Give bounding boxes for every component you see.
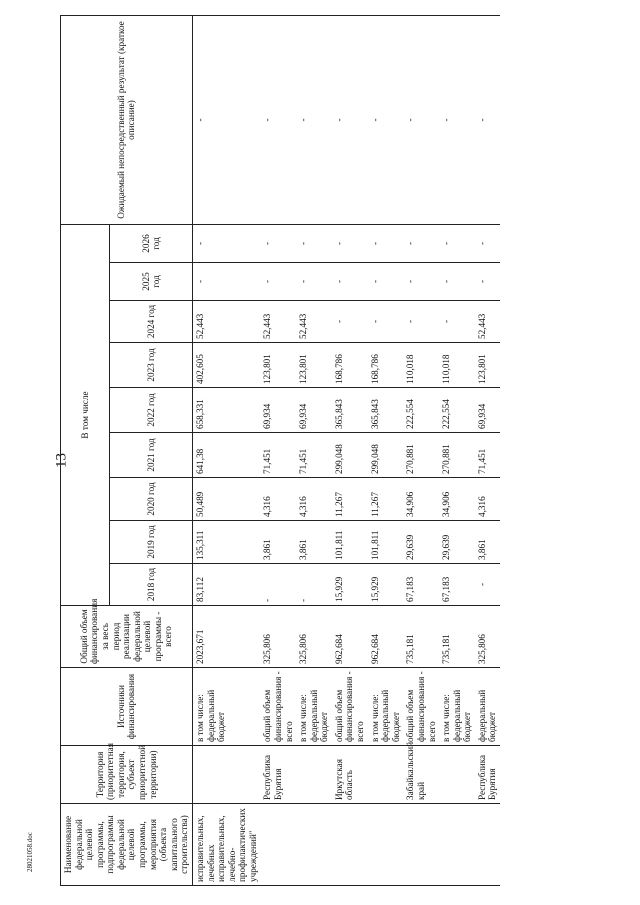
header-name: Наименование федеральной целевой программы, подпрограммы федеральной целевой программы, мероприятия (объекта капитального строительства) — [61, 804, 193, 886]
cell-year-value: 135,311 — [192, 521, 260, 564]
cell-year-value: - — [296, 564, 332, 606]
cell-year-value: 3,861 — [260, 521, 296, 564]
cell-year-value: 69,934 — [260, 388, 296, 433]
cell-year-value: - — [475, 225, 500, 263]
cell-year-value: 101,811 — [332, 521, 368, 564]
header-group-including: В том числе — [61, 225, 110, 606]
cell-year-value: - — [403, 225, 439, 263]
cell-year-value: - — [439, 225, 475, 263]
table-row — [296, 16, 332, 886]
cell-result: - — [439, 16, 475, 225]
page-number: 13 — [53, 453, 70, 468]
cell-name — [475, 804, 500, 886]
cell-year-value: 299,048 — [332, 433, 368, 478]
cell-name — [296, 804, 332, 886]
cell-source: общий объем финансирования - всего — [332, 668, 368, 746]
header-year: 2026 год — [110, 225, 193, 263]
cell-total: 735,181 — [403, 606, 439, 668]
cell-territory — [439, 746, 475, 804]
cell-source: общий объем финансирования - всего — [260, 668, 296, 746]
cell-year-value: - — [332, 225, 368, 263]
cell-year-value: - — [439, 301, 475, 343]
cell-year-value: 52,443 — [192, 301, 260, 343]
cell-territory — [368, 746, 404, 804]
header-row-1 — [61, 16, 110, 886]
cell-year-value: 222,554 — [403, 388, 439, 433]
cell-year-value: 71,451 — [296, 433, 332, 478]
cell-total: 325,806 — [475, 606, 500, 668]
cell-year-value: - — [368, 263, 404, 301]
cell-territory: Республика Бурятия — [260, 746, 296, 804]
cell-total: 962,684 — [332, 606, 368, 668]
cell-year-value: 29,639 — [403, 521, 439, 564]
cell-year-value: - — [260, 564, 296, 606]
table-row — [439, 16, 475, 886]
cell-name — [332, 804, 368, 886]
cell-year-value: 15,929 — [368, 564, 404, 606]
cell-year-value: 222,554 — [439, 388, 475, 433]
cell-year-value: - — [296, 225, 332, 263]
table-row — [403, 16, 439, 886]
cell-year-value: 641,38 — [192, 433, 260, 478]
cell-year-value: - — [475, 263, 500, 301]
cell-name — [403, 804, 439, 886]
cell-year-value: - — [403, 301, 439, 343]
cell-year-value: 101,811 — [368, 521, 404, 564]
header-year: 2023 год — [110, 343, 193, 388]
cell-year-value: - — [439, 263, 475, 301]
cell-total: 325,806 — [260, 606, 296, 668]
cell-total: 325,806 — [296, 606, 332, 668]
cell-year-value: 168,786 — [368, 343, 404, 388]
cell-name: исправительных, лечебных исправительных, лечебно-профилактических учреждений" — [192, 804, 260, 886]
table-row — [192, 16, 260, 886]
cell-year-value: 658,331 — [192, 388, 260, 433]
cell-source: федеральный бюджет — [475, 668, 500, 746]
cell-year-value: 123,801 — [260, 343, 296, 388]
cell-year-value: 3,861 — [475, 521, 500, 564]
cell-year-value: - — [260, 225, 296, 263]
header-year: 2022 год — [110, 388, 193, 433]
cell-year-value: 50,489 — [192, 478, 260, 521]
cell-year-value: - — [403, 263, 439, 301]
cell-territory — [296, 746, 332, 804]
header-year: 2018 год — [110, 564, 193, 606]
cell-result: - — [332, 16, 368, 225]
cell-year-value: 69,934 — [475, 388, 500, 433]
header-total: Общий объем финансирования за весь период реализации федеральной целевой программы - всего — [61, 606, 193, 668]
cell-name — [368, 804, 404, 886]
cell-year-value: 29,639 — [439, 521, 475, 564]
cell-year-value: 270,881 — [439, 433, 475, 478]
cell-year-value: 11,267 — [368, 478, 404, 521]
cell-year-value: 299,048 — [368, 433, 404, 478]
cell-source: в том числе: федеральный бюджет — [296, 668, 332, 746]
header-year: 2025 год — [110, 263, 193, 301]
cell-year-value: 123,801 — [475, 343, 500, 388]
cell-result: - — [192, 16, 260, 225]
cell-source: общий объем финансирования - всего — [403, 668, 439, 746]
cell-total: 735,181 — [439, 606, 475, 668]
table-row — [332, 16, 368, 886]
cell-year-value: 365,843 — [332, 388, 368, 433]
cell-year-value: 52,443 — [260, 301, 296, 343]
cell-territory: Иркутская область — [332, 746, 368, 804]
cell-name — [439, 804, 475, 886]
cell-year-value: - — [332, 301, 368, 343]
cell-source: в том числе: федеральный бюджет — [368, 668, 404, 746]
cell-result: - — [403, 16, 439, 225]
header-year: 2024 год — [110, 301, 193, 343]
cell-year-value: 3,861 — [296, 521, 332, 564]
header-result: Ожидаемый непосредственный результат (краткое описание) — [61, 16, 193, 225]
cell-year-value: 52,443 — [296, 301, 332, 343]
cell-territory — [192, 746, 260, 804]
cell-year-value: - — [368, 301, 404, 343]
header-territory: Территория (приоритетная территория, субъект приоритетной территории) — [61, 746, 193, 804]
header-year: 2019 год — [110, 521, 193, 564]
cell-total: 2023,671 — [192, 606, 260, 668]
cell-year-value: - — [296, 263, 332, 301]
cell-year-value: 67,183 — [439, 564, 475, 606]
cell-result: - — [368, 16, 404, 225]
cell-year-value: 83,112 — [192, 564, 260, 606]
financing-table — [60, 15, 500, 886]
cell-result: - — [296, 16, 332, 225]
cell-year-value: 4,316 — [260, 478, 296, 521]
document-code: 28021058.doc — [26, 832, 34, 872]
cell-year-value: - — [332, 263, 368, 301]
cell-territory: Забайкальский край — [403, 746, 439, 804]
cell-name — [260, 804, 296, 886]
cell-year-value: 4,316 — [296, 478, 332, 521]
cell-year-value: 123,801 — [296, 343, 332, 388]
cell-result: - — [475, 16, 500, 225]
cell-year-value: 402,605 — [192, 343, 260, 388]
cell-year-value: 110,018 — [403, 343, 439, 388]
cell-year-value: 15,929 — [332, 564, 368, 606]
cell-year-value: 4,316 — [475, 478, 500, 521]
cell-source: в том числе: федеральный бюджет — [439, 668, 475, 746]
cell-year-value: - — [260, 263, 296, 301]
cell-source: в том числе: федеральный бюджет — [192, 668, 260, 746]
table-row — [368, 16, 404, 886]
cell-year-value: 69,934 — [296, 388, 332, 433]
header-year: 2021 год — [110, 433, 193, 478]
table-row — [260, 16, 296, 886]
cell-year-value: 110,018 — [439, 343, 475, 388]
cell-total: 962,684 — [368, 606, 404, 668]
header-sources: Источники финансирования — [61, 668, 193, 746]
cell-year-value: 67,183 — [403, 564, 439, 606]
cell-year-value: - — [368, 225, 404, 263]
cell-year-value: 71,451 — [260, 433, 296, 478]
cell-year-value: 71,451 — [475, 433, 500, 478]
table-row — [475, 16, 500, 886]
cell-year-value: 270,881 — [403, 433, 439, 478]
cell-year-value: 11,267 — [332, 478, 368, 521]
cell-result: - — [260, 16, 296, 225]
rotated-table-wrapper — [60, 16, 620, 886]
cell-year-value: - — [475, 564, 500, 606]
cell-year-value: - — [192, 225, 260, 263]
cell-year-value: - — [192, 263, 260, 301]
cell-territory: Республика Бурятия — [475, 746, 500, 804]
header-year: 2020 год — [110, 478, 193, 521]
cell-year-value: 168,786 — [332, 343, 368, 388]
cell-year-value: 365,843 — [368, 388, 404, 433]
cell-year-value: 34,906 — [403, 478, 439, 521]
cell-year-value: 34,906 — [439, 478, 475, 521]
cell-year-value: 52,443 — [475, 301, 500, 343]
